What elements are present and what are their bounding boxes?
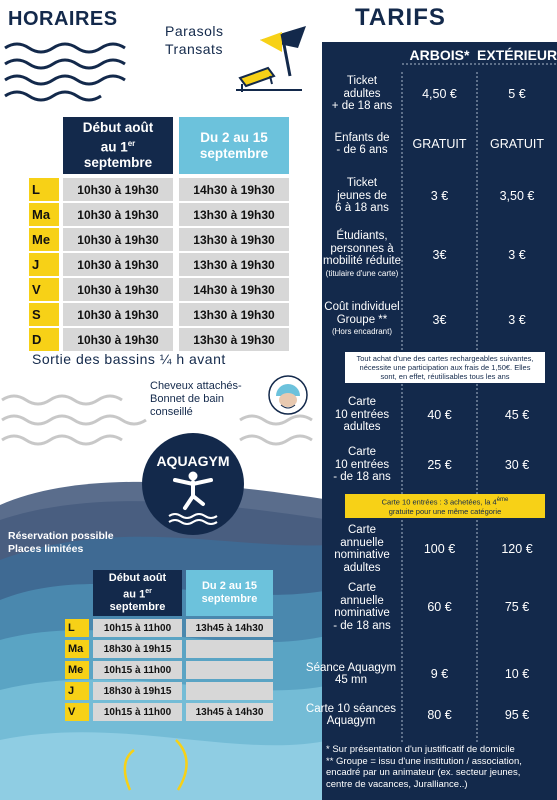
footnote-line: * Sur présentation d'un justificatif de domicile: [326, 744, 515, 755]
hours-col1: 10h30 à 19h30: [63, 228, 173, 251]
aq-hours-col1: 10h15 à 11h00: [93, 619, 182, 637]
footnote-line: centre de vacances, Juralliance..): [326, 778, 468, 790]
reservation-line1: Réservation possible: [8, 530, 114, 542]
tarif-row: [322, 127, 557, 161]
table-row: [65, 619, 275, 637]
table-row: [29, 203, 291, 226]
tarif-label-line: Enfants de: [334, 131, 390, 144]
tarif-row: [322, 443, 557, 487]
price-exterieur: 5 €: [508, 87, 526, 101]
day-label: J: [29, 253, 59, 276]
hours-col2: 14h30 à 19h30: [179, 278, 289, 301]
day-label: Me: [65, 661, 89, 679]
price-exterieur: 3 €: [508, 313, 526, 327]
price-exterieur: 75 €: [504, 600, 530, 614]
horaires-table: [29, 178, 291, 353]
tarif-label: [300, 703, 402, 728]
note-line: nécessite une participation aux frais de 1,50€. Elles: [359, 363, 531, 372]
hours-col2: 13h30 à 19h30: [179, 253, 289, 276]
aq-header-col1-sup: er: [145, 587, 152, 595]
price-exterieur: 3,50 €: [499, 189, 535, 203]
tarif-label-line: adultes: [343, 87, 381, 100]
parasols-text: [165, 22, 223, 58]
hours-col2: 13h30 à 19h30: [179, 228, 289, 251]
note-promo: [345, 494, 545, 518]
aq-hours-col2: 13h45 à 14h30: [186, 619, 273, 637]
table-row: [65, 661, 275, 679]
cheveux-text: [150, 380, 242, 419]
price-arbois: 9 €: [430, 667, 449, 681]
aq-hours-col2: [186, 682, 273, 700]
tarif-label-line: - de 6 ans: [336, 144, 388, 156]
reservation-text: [8, 530, 114, 556]
hours-col2: 13h30 à 19h30: [179, 328, 289, 351]
tarif-row: [322, 393, 557, 437]
tarif-label-line: 45 mn: [335, 674, 367, 686]
tarif-row: [322, 174, 557, 218]
col-arbois: ARBOIS*: [409, 47, 470, 63]
tarif-label-line: Carte: [347, 582, 377, 594]
tarif-label-line: nominative: [334, 549, 390, 561]
day-label: Ma: [65, 640, 89, 658]
tarif-label-line: Carte 10 séances: [305, 702, 397, 715]
tarif-row: [300, 657, 557, 691]
table-row: [65, 682, 275, 700]
tarif-label-line: - de 18 ans: [333, 471, 391, 484]
tarif-row: [322, 580, 557, 634]
tarif-label-line: annuelle: [340, 536, 384, 549]
header-du-2-au-15: [179, 117, 289, 174]
tarif-label-line: personnes à: [330, 242, 394, 255]
tarif-label-line: Groupe **: [336, 313, 388, 326]
price-arbois: 3€: [432, 313, 447, 327]
tarif-label-line: + de 18 ans: [331, 100, 393, 113]
day-label: V: [65, 703, 89, 721]
tarif-label-line: Séance Aquagym: [305, 661, 397, 674]
aq-header-col2-line1: Du 2 au 15: [201, 580, 257, 592]
aq-hours-col2: [186, 640, 273, 658]
aq-hours-col1: 10h15 à 11h00: [93, 661, 182, 679]
aq-hours-col2: 13h45 à 14h30: [186, 703, 273, 721]
table-row: [29, 328, 291, 351]
note-promo-sup: ème: [496, 497, 509, 503]
tarif-label: [322, 177, 402, 215]
tarif-label: [322, 446, 402, 484]
table-row: [29, 253, 291, 276]
price-exterieur: 10 €: [504, 667, 530, 681]
parasols-label: Parasols: [165, 23, 224, 39]
tarif-label-line: Carte: [347, 396, 377, 409]
aq-hours-col2: [186, 661, 273, 679]
price-arbois: 40 €: [427, 408, 452, 422]
tarifs-title: TARIFS: [355, 4, 446, 31]
price-exterieur: 120 €: [501, 542, 533, 556]
footnote: [326, 744, 556, 790]
day-label: S: [29, 303, 59, 326]
tarif-label: [300, 662, 402, 687]
tarif-label: [322, 301, 402, 339]
day-label: D: [29, 328, 59, 351]
price-exterieur: GRATUIT: [490, 137, 544, 151]
tarif-row: [322, 228, 557, 282]
footnote-line: ** Groupe = issu d'une institution / association,: [326, 755, 522, 767]
hours-col1: 10h30 à 19h30: [63, 203, 173, 226]
table-row: [65, 640, 275, 658]
col-exterieur: EXTÉRIEUR: [477, 47, 557, 63]
note-promo-line2: gratuite pour une même catégorie: [388, 506, 502, 516]
table-row: [29, 303, 291, 326]
note-line: sont, en effet, réutilisables tous les ans: [380, 372, 510, 381]
tarif-label-line: adultes: [343, 561, 381, 574]
aquagym-title: AQUAGYM: [156, 453, 230, 469]
header-col2-line1: Du 2 au 15: [200, 129, 268, 145]
price-arbois: 4,50 €: [422, 87, 457, 101]
tarif-label: [322, 75, 402, 113]
hours-col2: 14h30 à 19h30: [179, 178, 289, 201]
transats-label: Transats: [165, 41, 223, 57]
hours-col1: 10h30 à 19h30: [63, 178, 173, 201]
tarif-label: [322, 132, 402, 157]
table-row: [29, 178, 291, 201]
cheveux-line1: Cheveux attachés-: [150, 380, 242, 392]
tarif-label: [322, 524, 402, 574]
cheveux-line2: Bonnet de bain: [150, 393, 225, 405]
note-promo-line1: Carte 10 entrées : 3 achetées, la 4: [381, 497, 497, 507]
price-arbois: 60 €: [427, 600, 452, 614]
cheveux-line3: conseillé: [150, 406, 193, 418]
header-debut-aout: [63, 117, 173, 174]
aquagym-emblem: [141, 432, 245, 536]
day-label: Me: [29, 228, 59, 251]
swim-cap-icon: [267, 374, 309, 416]
aq-header-col2-line2: septembre: [201, 593, 258, 605]
header-col1-line2: au 1: [100, 139, 128, 155]
price-arbois: 80 €: [427, 708, 452, 722]
hours-col1: 10h30 à 19h30: [63, 278, 173, 301]
hours-col1: 10h30 à 19h30: [63, 253, 173, 276]
aq-header-col1-line2: au 1: [123, 588, 146, 601]
tarif-row: [322, 522, 557, 576]
table-row: [29, 228, 291, 251]
day-label: L: [65, 619, 89, 637]
header-col1-sup: er: [127, 138, 136, 148]
price-exterieur: 3 €: [508, 248, 526, 262]
tarif-row: [300, 698, 557, 732]
tarif-label-line: Carte: [347, 524, 377, 536]
hours-col2: 13h30 à 19h30: [179, 203, 289, 226]
tarif-label-line: Ticket: [346, 177, 378, 190]
tarif-label-line: 10 entrées: [334, 408, 390, 421]
note-rechargeables: [345, 352, 545, 383]
tarif-label-line: Étudiants,: [336, 230, 388, 242]
aq-hours-col1: 18h30 à 19h15: [93, 640, 182, 658]
tarif-label-line: annuelle: [340, 594, 384, 607]
day-label: L: [29, 178, 59, 201]
header-col1-line3: septembre: [83, 155, 153, 171]
note-line: Tout achat d'une des cartes rechargeables suivantes,: [356, 354, 534, 363]
tarif-row: [322, 72, 557, 116]
hours-col1: 10h30 à 19h30: [63, 328, 173, 351]
price-arbois: 25 €: [427, 458, 452, 472]
price-exterieur: 30 €: [504, 458, 530, 472]
tarif-label: [322, 396, 402, 434]
tarif-row: [322, 298, 557, 342]
tarif-label-line: - de 18 ans: [333, 619, 391, 632]
tarif-label-line: Ticket: [346, 75, 378, 88]
tarif-label-line: nominative: [334, 607, 390, 619]
day-label: V: [29, 278, 59, 301]
parasol-icon: [232, 18, 314, 100]
tarif-label-line: Coût individuel: [324, 301, 400, 314]
table-row: [29, 278, 291, 301]
tarif-label-line: jeunes de: [337, 189, 387, 202]
aquagym-table: [65, 619, 275, 724]
day-label: Ma: [29, 203, 59, 226]
tarif-label-line: Carte: [347, 446, 377, 459]
table-row: [65, 703, 275, 721]
hours-col2: 13h30 à 19h30: [179, 303, 289, 326]
reservation-line2: Places limitées: [8, 543, 84, 555]
aq-hours-col1: 10h15 à 11h00: [93, 703, 182, 721]
tarif-label-line: Aquagym: [326, 715, 376, 727]
tarif-label: [322, 582, 402, 632]
price-arbois: GRATUIT: [412, 137, 467, 151]
tarif-label-small: (Hors encadrant): [331, 327, 393, 337]
day-label: J: [65, 682, 89, 700]
footnote-line: encadré par un animateur (ex. secteur jeunes,: [326, 767, 521, 778]
aq-hours-col1: 18h30 à 19h15: [93, 682, 182, 700]
aq-header-col1-line1: Début août: [108, 571, 167, 584]
header-col2-line2: septembre: [199, 145, 269, 161]
price-arbois: 100 €: [423, 542, 456, 556]
header-col1-line1: Début août: [82, 119, 154, 135]
sortie-text: Sortie des bassins ¼ h avant: [32, 351, 226, 367]
aquagym-header-du-2-au-15: [186, 570, 273, 616]
tarif-label-line: 10 entrées: [334, 458, 390, 471]
tarif-label: [322, 230, 402, 280]
price-exterieur: 45 €: [504, 408, 530, 422]
price-exterieur: 95 €: [504, 708, 530, 722]
horaires-title: HORAIRES: [8, 8, 118, 30]
price-arbois: 3 €: [430, 189, 449, 203]
tarif-label-line: mobilité réduite: [323, 255, 401, 267]
tarif-label-line: 6 à 18 ans: [335, 202, 389, 215]
tarif-label-line: adultes: [343, 421, 381, 434]
price-arbois: 3€: [432, 248, 447, 262]
aq-header-col1-line3: septembre: [109, 601, 166, 614]
aquagym-header-debut-aout: [93, 570, 182, 616]
hours-col1: 10h30 à 19h30: [63, 303, 173, 326]
tarif-label-small: (titulaire d'une carte): [325, 268, 399, 278]
